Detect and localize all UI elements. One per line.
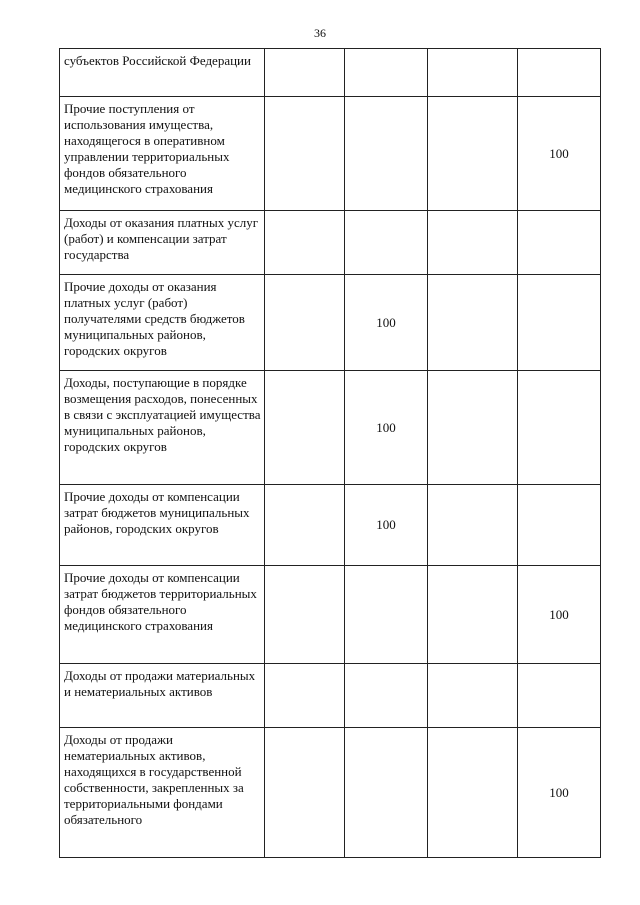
value-cell [265, 275, 345, 371]
value-cell [428, 371, 518, 485]
revenue-name-cell: Доходы, поступающие в порядке возмещения расходов, понесенных в связи с эксплуатацией имущества муниципальных районов, городских округов [60, 371, 265, 485]
value-cell: 100 [345, 275, 428, 371]
value-cell [428, 664, 518, 728]
value-cell [428, 211, 518, 275]
value-cell [265, 728, 345, 858]
revenue-name-cell: Прочие доходы от компенсации затрат бюджетов территориальных фондов обязательного медицинского страхования [60, 566, 265, 664]
value-cell [345, 664, 428, 728]
table-row [60, 664, 601, 728]
value-cell [518, 664, 601, 728]
value-cell [265, 49, 345, 97]
value-cell [265, 485, 345, 566]
revenue-name-cell: Доходы от продажи нематериальных активов, находящихся в государственной собственности, закрепленных за территориальными фондами обязательного [60, 728, 265, 858]
value-cell [428, 485, 518, 566]
revenue-name-cell: Прочие доходы от оказания платных услуг (работ) получателями средств бюджетов муниципальных районов, городских округов [60, 275, 265, 371]
table-row [60, 485, 601, 566]
value-cell [518, 275, 601, 371]
value-cell [265, 211, 345, 275]
value-cell [428, 728, 518, 858]
value-cell [265, 664, 345, 728]
value-cell: 100 [518, 728, 601, 858]
value-cell [345, 97, 428, 211]
revenue-name-cell: Доходы от оказания платных услуг (работ) и компенсации затрат государства [60, 211, 265, 275]
revenue-name-cell: субъектов Российской Федерации [60, 49, 265, 97]
revenue-name-cell: Доходы от продажи материальных и нематериальных активов [60, 664, 265, 728]
value-cell [518, 49, 601, 97]
table-row [60, 371, 601, 485]
table-row [60, 275, 601, 371]
value-cell [345, 566, 428, 664]
table-row [60, 97, 601, 211]
revenue-name-cell: Прочие доходы от компенсации затрат бюджетов муниципальных районов, городских округов [60, 485, 265, 566]
page-number: 36 [314, 26, 326, 40]
value-cell [518, 371, 601, 485]
value-cell: 100 [345, 485, 428, 566]
value-cell [265, 371, 345, 485]
table-row [60, 211, 601, 275]
value-cell [518, 485, 601, 566]
revenue-distribution-table [59, 48, 601, 858]
table-row [60, 49, 601, 97]
value-cell [345, 728, 428, 858]
value-cell [265, 97, 345, 211]
revenue-name-cell: Прочие поступления от использования имущества, находящегося в оперативном управлении территориальных фондов обязательного медицинского страхования [60, 97, 265, 211]
value-cell [428, 566, 518, 664]
table-row [60, 728, 601, 858]
value-cell: 100 [518, 97, 601, 211]
value-cell: 100 [518, 566, 601, 664]
value-cell [428, 275, 518, 371]
value-cell [518, 211, 601, 275]
value-cell [428, 97, 518, 211]
value-cell: 100 [345, 371, 428, 485]
value-cell [265, 566, 345, 664]
table-row [60, 566, 601, 664]
value-cell [345, 211, 428, 275]
value-cell [428, 49, 518, 97]
value-cell [345, 49, 428, 97]
